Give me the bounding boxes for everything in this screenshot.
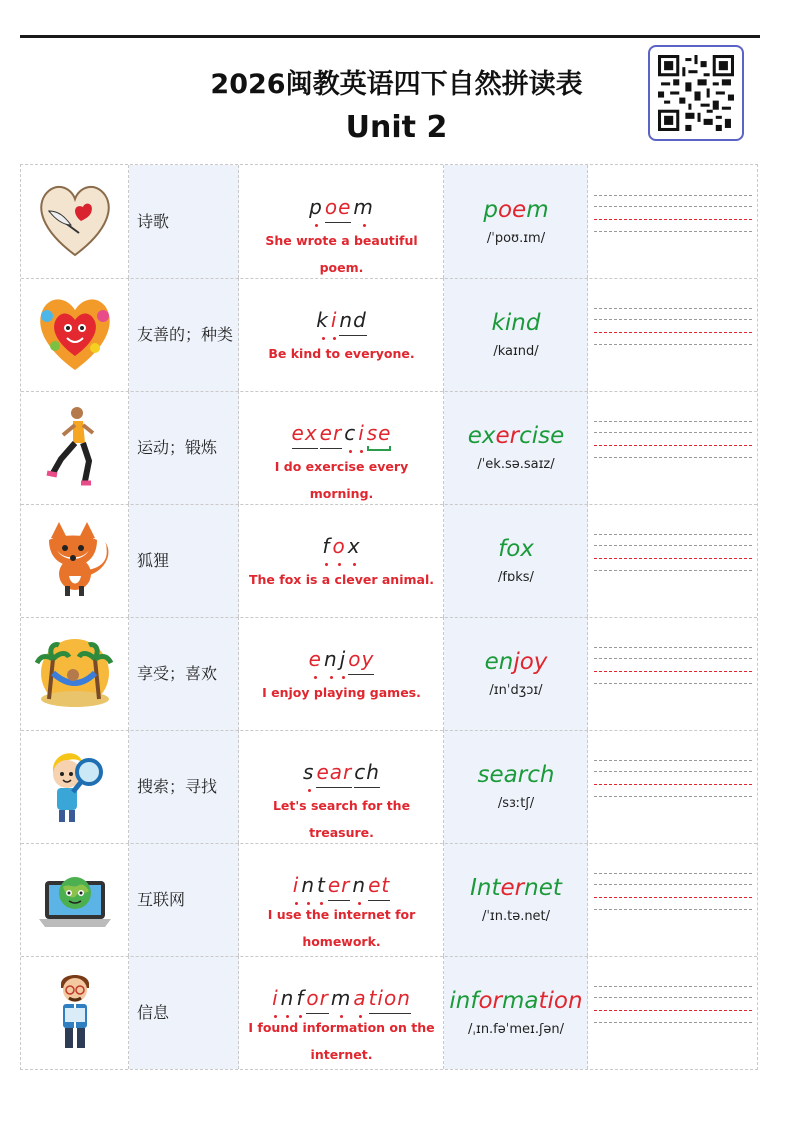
vocabulary-word bbox=[444, 649, 588, 675]
writing-practice-cell[interactable] bbox=[588, 391, 757, 504]
writing-guideline bbox=[594, 997, 752, 998]
writing-baseline-red bbox=[594, 332, 752, 333]
picture-cell bbox=[21, 617, 129, 730]
qr-code bbox=[648, 45, 744, 141]
phonics-chunk: e bbox=[309, 647, 322, 678]
word-cell bbox=[444, 278, 588, 391]
phonics-chunk: ear bbox=[316, 760, 352, 791]
table-row bbox=[21, 504, 757, 617]
example-sentence bbox=[245, 901, 438, 955]
vocabulary-word bbox=[444, 310, 588, 336]
picture-cell bbox=[21, 391, 129, 504]
word-part: or bbox=[478, 988, 503, 1014]
phonics-chunk: ch bbox=[354, 760, 380, 791]
phonics-breakdown bbox=[239, 308, 444, 339]
word-cell bbox=[444, 165, 588, 278]
phonics-chunk: k bbox=[316, 308, 329, 339]
page-subtitle: Unit 2 bbox=[345, 110, 448, 145]
phonics-chunk: f bbox=[296, 986, 304, 1017]
phonics-chunk: i bbox=[293, 873, 300, 904]
writing-practice-cell[interactable] bbox=[588, 956, 757, 1069]
phonics-table bbox=[20, 164, 758, 1070]
word-cell bbox=[444, 843, 588, 956]
word-cell bbox=[444, 617, 588, 730]
phonics-breakdown bbox=[239, 195, 444, 226]
table-row bbox=[21, 617, 757, 730]
example-sentence bbox=[245, 566, 438, 593]
table-row bbox=[21, 956, 757, 1069]
phonics-cell bbox=[239, 956, 444, 1069]
flower-heart-face-icon bbox=[35, 290, 115, 380]
phonics-chunk: f bbox=[322, 534, 330, 565]
phonetic-transcription: /ˈɪn.tə.net/ bbox=[481, 909, 551, 924]
chinese-meaning-cell bbox=[129, 617, 239, 730]
writing-guideline bbox=[594, 344, 752, 345]
phonics-chunk: j bbox=[340, 647, 347, 678]
example-sentence bbox=[245, 792, 438, 846]
phonics-chunk: n bbox=[324, 647, 338, 678]
example-sentence-line: Be kind to everyone. bbox=[268, 346, 415, 361]
vocabulary-word bbox=[444, 197, 588, 223]
word-part: ma bbox=[502, 988, 539, 1014]
writing-baseline-red bbox=[594, 445, 752, 446]
table-row bbox=[21, 165, 757, 278]
example-sentence bbox=[245, 1014, 438, 1068]
writing-practice-cell[interactable] bbox=[588, 730, 757, 843]
example-sentence-line: I use the internet for bbox=[267, 907, 416, 922]
phonics-cell bbox=[239, 504, 444, 617]
vocabulary-word bbox=[444, 875, 588, 901]
row-divider bbox=[21, 504, 757, 505]
example-sentence-line: internet. bbox=[310, 1047, 373, 1062]
example-sentence-line: She wrote a beautiful poem. bbox=[265, 233, 418, 275]
phonics-chunk: o bbox=[332, 534, 345, 565]
word-part: ex bbox=[467, 423, 496, 449]
writing-guideline bbox=[594, 760, 752, 761]
fox-icon bbox=[35, 516, 115, 606]
row-divider bbox=[21, 391, 757, 392]
writing-guideline bbox=[594, 658, 752, 659]
writing-practice-cell[interactable] bbox=[588, 504, 757, 617]
row-divider bbox=[21, 617, 757, 618]
word-cell bbox=[444, 956, 588, 1069]
row-divider bbox=[21, 843, 757, 844]
chinese-meaning-cell bbox=[129, 391, 239, 504]
writing-guideline bbox=[594, 195, 752, 196]
writing-guideline bbox=[594, 534, 752, 535]
writing-guideline bbox=[594, 683, 752, 684]
phonics-chunk: n bbox=[281, 986, 295, 1017]
word-part: p bbox=[483, 197, 498, 223]
chinese-meaning: 搜索；寻找 bbox=[137, 776, 218, 796]
example-sentence-line: homework. bbox=[302, 934, 381, 949]
globe-laptop-icon bbox=[35, 855, 115, 945]
example-sentence bbox=[245, 227, 438, 281]
phonics-chunk: tion bbox=[369, 986, 411, 1017]
example-sentence bbox=[245, 679, 438, 706]
writing-practice-cell[interactable] bbox=[588, 843, 757, 956]
page-title: 2026闽教英语四下自然拼读表 bbox=[210, 69, 583, 100]
writing-guideline bbox=[594, 319, 752, 320]
phonetic-transcription: /ˌɪn.fəˈmeɪ.ʃən/ bbox=[468, 1022, 564, 1037]
word-part: kind bbox=[491, 310, 541, 336]
writing-practice-cell[interactable] bbox=[588, 165, 757, 278]
vocabulary-word bbox=[444, 536, 588, 562]
phonics-cell bbox=[239, 617, 444, 730]
writing-baseline-red bbox=[594, 784, 752, 785]
top-rule bbox=[20, 35, 760, 38]
phonics-breakdown bbox=[239, 873, 444, 904]
phonics-chunk: t bbox=[317, 873, 326, 904]
phonics-chunk: er bbox=[320, 421, 343, 452]
phonics-cell bbox=[239, 730, 444, 843]
picture-cell bbox=[21, 956, 129, 1069]
writing-practice-cell[interactable] bbox=[588, 278, 757, 391]
writing-guideline bbox=[594, 986, 752, 987]
phonics-chunk: m bbox=[353, 195, 373, 226]
table-row bbox=[21, 730, 757, 843]
chinese-meaning: 信息 bbox=[137, 1002, 170, 1022]
writing-guideline bbox=[594, 796, 752, 797]
phonetic-transcription: /fɒks/ bbox=[498, 570, 534, 585]
phonics-chunk: er bbox=[328, 873, 351, 904]
phonics-chunk: a bbox=[353, 986, 366, 1017]
word-part: er bbox=[495, 423, 520, 449]
writing-baseline-red bbox=[594, 671, 752, 672]
phonics-chunk: s bbox=[303, 760, 314, 791]
word-cell bbox=[444, 504, 588, 617]
word-part: Int bbox=[470, 875, 501, 901]
chinese-meaning-cell bbox=[129, 278, 239, 391]
word-part: fox bbox=[498, 536, 534, 562]
phonics-breakdown bbox=[239, 760, 444, 791]
vocabulary-word bbox=[444, 423, 588, 449]
picture-cell bbox=[21, 278, 129, 391]
word-part: en bbox=[484, 649, 514, 675]
word-part: inf bbox=[449, 988, 479, 1014]
writing-guideline bbox=[594, 884, 752, 885]
example-sentence bbox=[245, 453, 438, 507]
qr-code-icon bbox=[658, 55, 734, 131]
phonics-chunk: nd bbox=[339, 308, 366, 339]
picture-cell bbox=[21, 730, 129, 843]
word-cell bbox=[444, 730, 588, 843]
writing-guideline bbox=[594, 421, 752, 422]
writing-baseline-red bbox=[594, 219, 752, 220]
picture-cell bbox=[21, 843, 129, 956]
phonics-chunk: oy bbox=[348, 647, 374, 678]
writing-guideline bbox=[594, 570, 752, 571]
chinese-meaning: 互联网 bbox=[137, 889, 186, 909]
example-sentence-line: The fox is a clever animal. bbox=[249, 572, 434, 587]
man-reading-icon bbox=[35, 968, 115, 1058]
phonics-chunk: c bbox=[344, 421, 356, 452]
phonics-breakdown bbox=[239, 421, 444, 452]
phonics-chunk: p bbox=[309, 195, 323, 226]
phonetic-transcription: /ˈek.sə.saɪz/ bbox=[477, 457, 555, 472]
chinese-meaning: 享受；喜欢 bbox=[137, 663, 218, 683]
word-part: cise bbox=[519, 423, 565, 449]
word-cell bbox=[444, 391, 588, 504]
picture-cell bbox=[21, 504, 129, 617]
chinese-meaning-cell bbox=[129, 843, 239, 956]
chinese-meaning-cell bbox=[129, 730, 239, 843]
writing-baseline-red bbox=[594, 1010, 752, 1011]
phonetic-transcription: /ˈpoʊ.ɪm/ bbox=[486, 231, 546, 246]
word-part: m bbox=[526, 197, 549, 223]
phonics-chunk: m bbox=[331, 986, 351, 1017]
word-part: tion bbox=[538, 988, 583, 1014]
kid-with-magnifier-icon bbox=[35, 742, 115, 832]
phonics-chunk: et bbox=[368, 873, 390, 904]
example-sentence-line: I found information on the bbox=[248, 1020, 435, 1035]
phonetic-transcription: /sɜːtʃ/ bbox=[497, 796, 535, 811]
word-part: net bbox=[524, 875, 562, 901]
chinese-meaning: 运动；锻炼 bbox=[137, 437, 218, 457]
word-part: joy bbox=[513, 649, 548, 675]
phonics-chunk: se bbox=[367, 421, 392, 452]
phonics-cell bbox=[239, 843, 444, 956]
phonics-cell bbox=[239, 278, 444, 391]
phonics-breakdown bbox=[239, 986, 444, 1017]
phonics-chunk: oe bbox=[325, 195, 352, 226]
writing-guideline bbox=[594, 545, 752, 546]
example-sentence bbox=[245, 340, 438, 367]
chinese-meaning-cell bbox=[129, 165, 239, 278]
row-divider bbox=[21, 730, 757, 731]
writing-guideline bbox=[594, 231, 752, 232]
example-sentence-line: I enjoy playing games. bbox=[262, 685, 421, 700]
phonics-chunk: n bbox=[352, 873, 366, 904]
phonics-chunk: ex bbox=[292, 421, 318, 452]
vocabulary-word bbox=[444, 988, 588, 1014]
phonics-chunk: i bbox=[331, 308, 338, 339]
writing-guideline bbox=[594, 909, 752, 910]
chinese-meaning: 狐狸 bbox=[137, 550, 170, 570]
running-woman-icon bbox=[35, 403, 115, 493]
phonics-breakdown bbox=[239, 534, 444, 565]
phonetic-transcription: /kaɪnd/ bbox=[493, 344, 539, 359]
chinese-meaning-cell bbox=[129, 504, 239, 617]
writing-guideline bbox=[594, 1022, 752, 1023]
table-row bbox=[21, 391, 757, 504]
writing-baseline-red bbox=[594, 897, 752, 898]
writing-guideline bbox=[594, 432, 752, 433]
writing-baseline-red bbox=[594, 558, 752, 559]
writing-practice-cell[interactable] bbox=[588, 617, 757, 730]
phonics-chunk: i bbox=[358, 421, 365, 452]
writing-guideline bbox=[594, 457, 752, 458]
writing-guideline bbox=[594, 206, 752, 207]
phonics-chunk: or bbox=[306, 986, 328, 1017]
writing-guideline bbox=[594, 308, 752, 309]
example-sentence-line: Let's search for the treasure. bbox=[272, 798, 411, 840]
phonics-breakdown bbox=[239, 647, 444, 678]
word-part: oe bbox=[497, 197, 527, 223]
word-part: search bbox=[477, 762, 555, 788]
word-part: er bbox=[500, 875, 525, 901]
chinese-meaning-cell bbox=[129, 956, 239, 1069]
example-sentence-line: I do exercise every morning. bbox=[274, 459, 409, 501]
picture-cell bbox=[21, 165, 129, 278]
heart-with-feather-icon bbox=[35, 177, 115, 267]
row-divider bbox=[21, 956, 757, 957]
vocabulary-word bbox=[444, 762, 588, 788]
phonics-cell bbox=[239, 165, 444, 278]
table-row bbox=[21, 278, 757, 391]
phonics-chunk: i bbox=[272, 986, 279, 1017]
phonics-cell bbox=[239, 391, 444, 504]
phonics-chunk: x bbox=[348, 534, 361, 565]
phonetic-transcription: /ɪnˈdʒɔɪ/ bbox=[489, 683, 543, 698]
writing-guideline bbox=[594, 771, 752, 772]
writing-guideline bbox=[594, 647, 752, 648]
chinese-meaning: 诗歌 bbox=[137, 211, 170, 231]
phonics-chunk: n bbox=[301, 873, 315, 904]
table-row bbox=[21, 843, 757, 956]
row-divider bbox=[21, 278, 757, 279]
hammock-island-icon bbox=[35, 629, 115, 719]
chinese-meaning: 友善的；种类 bbox=[137, 324, 234, 344]
writing-guideline bbox=[594, 873, 752, 874]
